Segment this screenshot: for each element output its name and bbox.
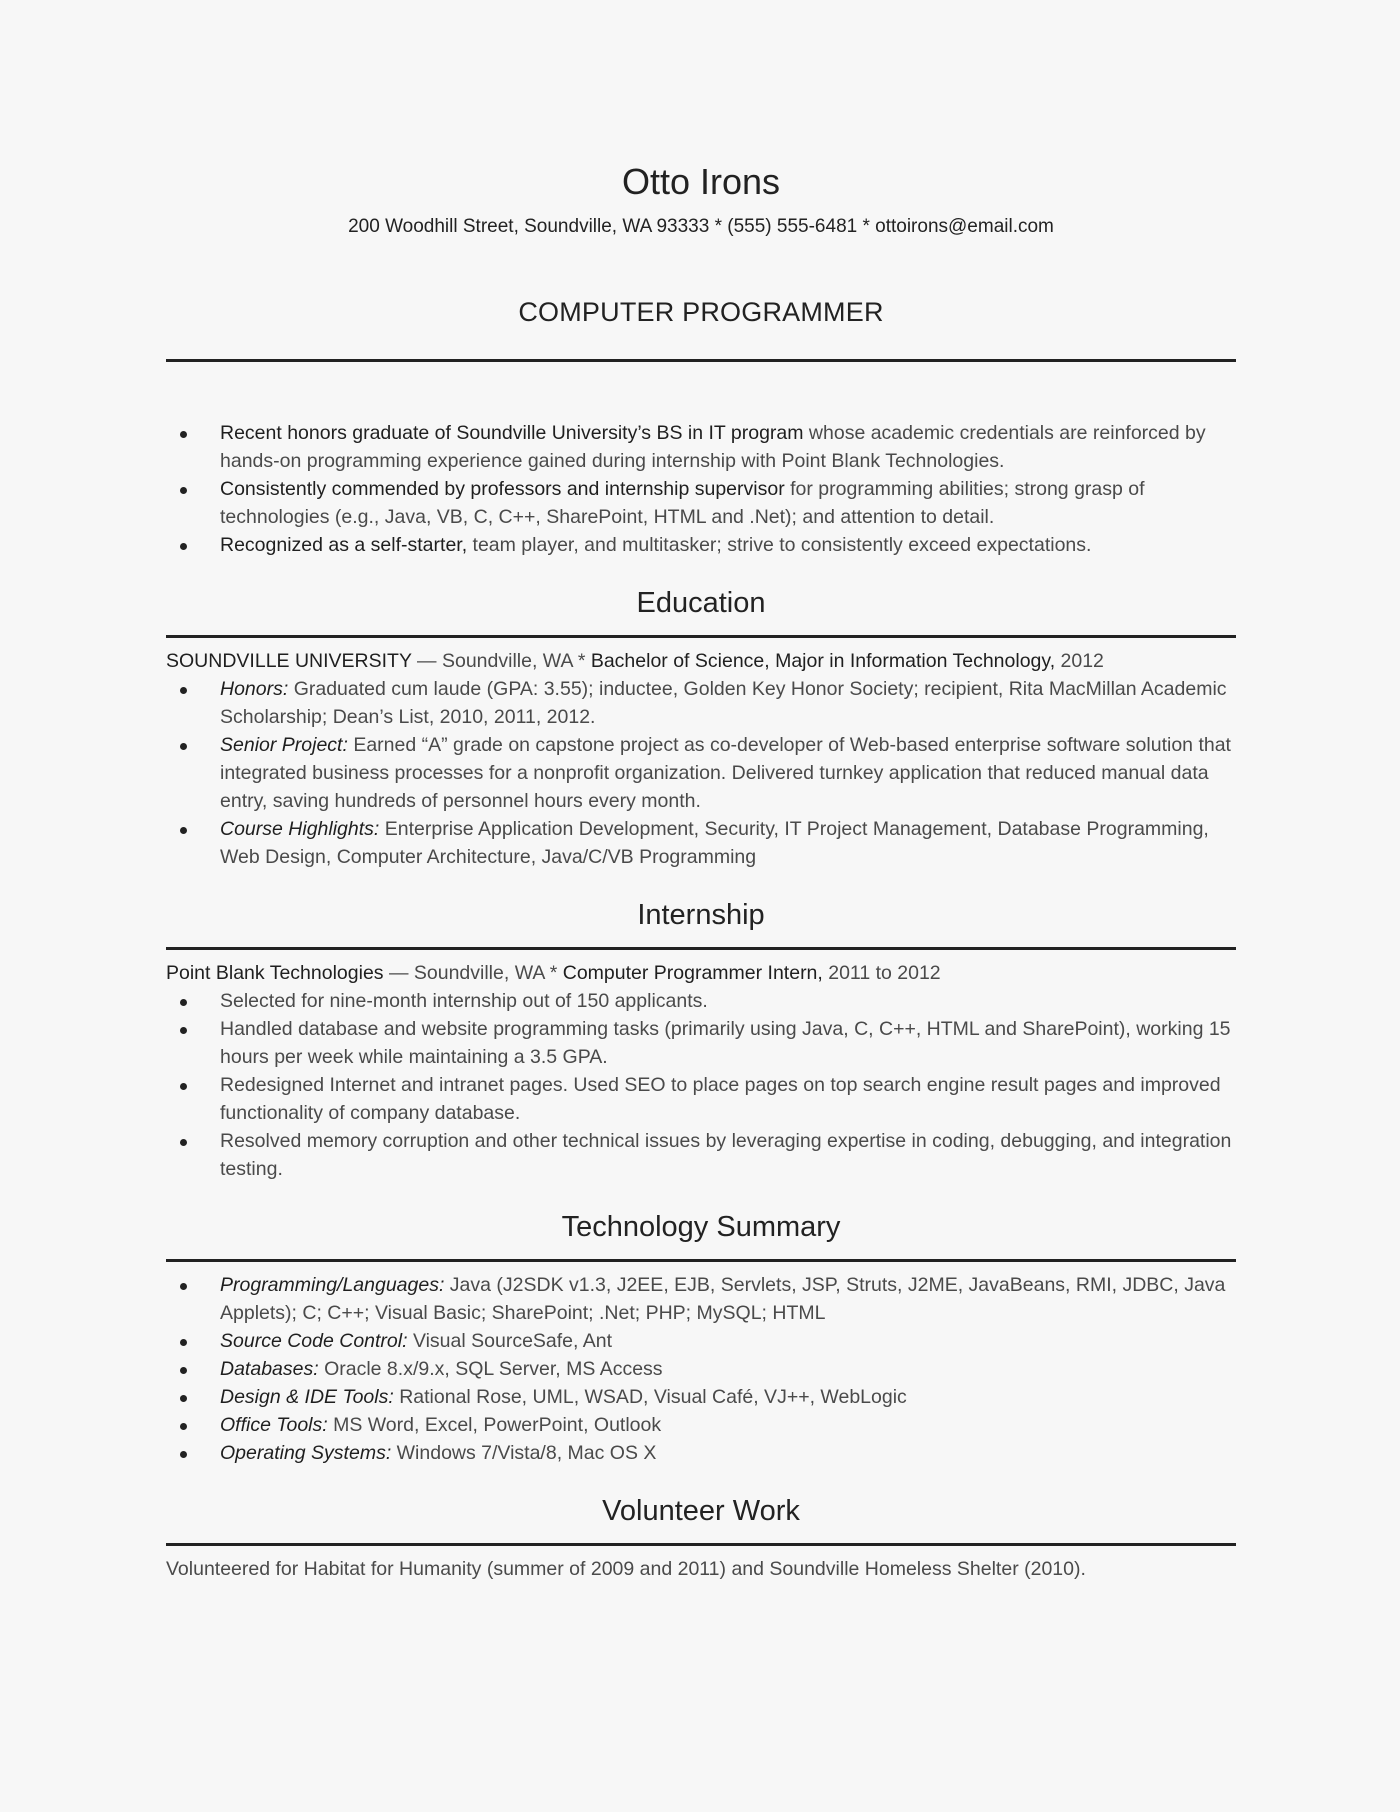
bullet-icon [180, 543, 187, 550]
education-item-text: Enterprise Application Development, Security, IT Project Management, Database Programming, Web Design, Computer Architecture, Java/C/VB Programming [220, 818, 1209, 868]
technology-list [166, 1271, 1236, 1467]
bullet-icon [180, 999, 187, 1006]
internship-heading: Internship [637, 899, 765, 931]
school-name: SOUNDVILLE UNIVERSITY [166, 650, 412, 672]
internship-company-line [166, 959, 1236, 987]
volunteer-text: Volunteered for Habitat for Humanity (summer of 2009 and 2011) and Soundville Homeless Shelter (2010). [166, 1558, 1086, 1580]
education-item-text: Graduated cum laude (GPA: 3.55); inductee, Golden Key Honor Society; recipient, Rita MacMillan Academic Scholarship; Dean’s List, 2010, 2011, 2012. [220, 678, 1227, 728]
internship-item-text: Handled database and website programming tasks (primarily using Java, C, C++, HTML and SharePoint), working 15 hours per week while maintaining a 3.5 GPA. [220, 1018, 1231, 1068]
summary-text: team player, and multitasker; strive to consistently exceed expectations. [467, 534, 1092, 556]
internship-list [166, 987, 1236, 1183]
summary-list [166, 419, 1236, 559]
technology-item-text: Windows 7/Vista/8, Mac OS X [391, 1442, 657, 1464]
internship-item [166, 987, 1236, 1015]
technology-item-label: Databases: [220, 1358, 319, 1380]
bullet-icon [180, 1027, 187, 1034]
divider [166, 947, 1236, 950]
bullet-icon [180, 827, 187, 834]
education-school-line [166, 647, 1236, 675]
technology-item [166, 1355, 1236, 1383]
technology-item-text: Java (J2SDK v1.3, J2EE, EJB, Servlets, JSP, Struts, J2ME, JavaBeans, RMI, JDBC, Java Applets); C; C++; Visual Basic; SharePoint; .Net; PHP; MySQL; HTML [220, 1274, 1226, 1324]
education-item-label: Honors: [220, 678, 289, 700]
education-item [166, 815, 1236, 871]
summary-lead: Recognized as a self-starter, [220, 534, 468, 556]
divider [166, 1259, 1236, 1262]
technology-item-text: Oracle 8.x/9.x, SQL Server, MS Access [318, 1358, 663, 1380]
education-item-label: Senior Project: [220, 734, 348, 756]
bullet-icon [180, 1083, 187, 1090]
technology-item [166, 1411, 1236, 1439]
education-item-text: Earned “A” grade on capstone project as co-developer of Web-based enterprise software solution that integrated business processes for a nonprofit organization. Delivered turnkey application that reduced manual data entry, saving hundreds of personnel hours every month. [220, 734, 1231, 812]
bullet-icon [180, 1423, 187, 1430]
technology-item [166, 1439, 1236, 1467]
education-item-label: Course Highlights: [220, 818, 380, 840]
bullet-icon [180, 743, 187, 750]
degree-name: Bachelor of Science, Major in Information Technology, [590, 650, 1056, 672]
bullet-icon [180, 431, 187, 438]
summary-lead: Recent honors graduate of Soundville University’s BS in IT program [220, 422, 804, 444]
resume-page [166, 160, 1236, 1583]
technology-item-label: Office Tools: [220, 1414, 328, 1436]
divider [166, 359, 1236, 362]
school-location: — Soundville, WA * [411, 650, 591, 672]
contact-line: 200 Woodhill Street, Soundville, WA 93333 * (555) 555-6481 * ottoirons@email.com [348, 216, 1054, 237]
technology-item-label: Operating Systems: [220, 1442, 392, 1464]
graduation-year: 2012 [1055, 650, 1104, 672]
company-location: — Soundville, WA * [383, 962, 563, 984]
summary-item [166, 419, 1236, 475]
intern-title: Computer Programmer Intern, [562, 962, 823, 984]
education-heading: Education [636, 587, 766, 619]
education-list [166, 675, 1236, 871]
bullet-icon [180, 687, 187, 694]
technology-item-text: Rational Rose, UML, WSAD, Visual Café, VJ++, WebLogic [393, 1386, 907, 1408]
internship-item [166, 1127, 1236, 1183]
internship-item-text: Resolved memory corruption and other technical issues by leveraging expertise in coding, debugging, and integration testing. [220, 1130, 1232, 1180]
technology-heading: Technology Summary [561, 1211, 841, 1243]
job-title: COMPUTER PROGRAMMER [518, 297, 884, 327]
education-item [166, 675, 1236, 731]
company-name: Point Blank Technologies [166, 962, 384, 984]
bullet-icon [180, 1451, 187, 1458]
divider [166, 1543, 1236, 1546]
internship-item-text: Selected for nine-month internship out of 150 applicants. [220, 990, 708, 1012]
bullet-icon [180, 1395, 187, 1402]
internship-item-text: Redesigned Internet and intranet pages. Used SEO to place pages on top search engine result pages and improved functionality of company database. [220, 1074, 1221, 1124]
bullet-icon [180, 1367, 187, 1374]
technology-item [166, 1327, 1236, 1355]
internship-item [166, 1015, 1236, 1071]
technology-item [166, 1383, 1236, 1411]
technology-item-text: Visual SourceSafe, Ant [407, 1330, 613, 1352]
technology-item [166, 1271, 1236, 1327]
education-item [166, 731, 1236, 815]
internship-item [166, 1071, 1236, 1127]
bullet-icon [180, 1339, 187, 1346]
summary-text: whose academic credentials are reinforced by hands-on programming experience gained during internship with Point Blank Technologies. [220, 422, 1206, 472]
bullet-icon [180, 487, 187, 494]
technology-item-label: Programming/Languages: [220, 1274, 445, 1296]
technology-item-label: Design & IDE Tools: [220, 1386, 394, 1408]
summary-text: for programming abilities; strong grasp of technologies (e.g., Java, VB, C, C++, SharePoint, HTML and .Net); and attention to detail. [220, 478, 1145, 528]
summary-item [166, 531, 1236, 559]
technology-item-text: MS Word, Excel, PowerPoint, Outlook [327, 1414, 662, 1436]
internship-dates: 2011 to 2012 [822, 962, 941, 984]
candidate-name: Otto Irons [621, 161, 781, 202]
bullet-icon [180, 1139, 187, 1146]
summary-lead: Consistently commended by professors and internship supervisor [220, 478, 785, 500]
bullet-icon [180, 1283, 187, 1290]
summary-item [166, 475, 1236, 531]
volunteer-heading: Volunteer Work [602, 1495, 800, 1527]
divider [166, 635, 1236, 638]
technology-item-label: Source Code Control: [220, 1330, 408, 1352]
